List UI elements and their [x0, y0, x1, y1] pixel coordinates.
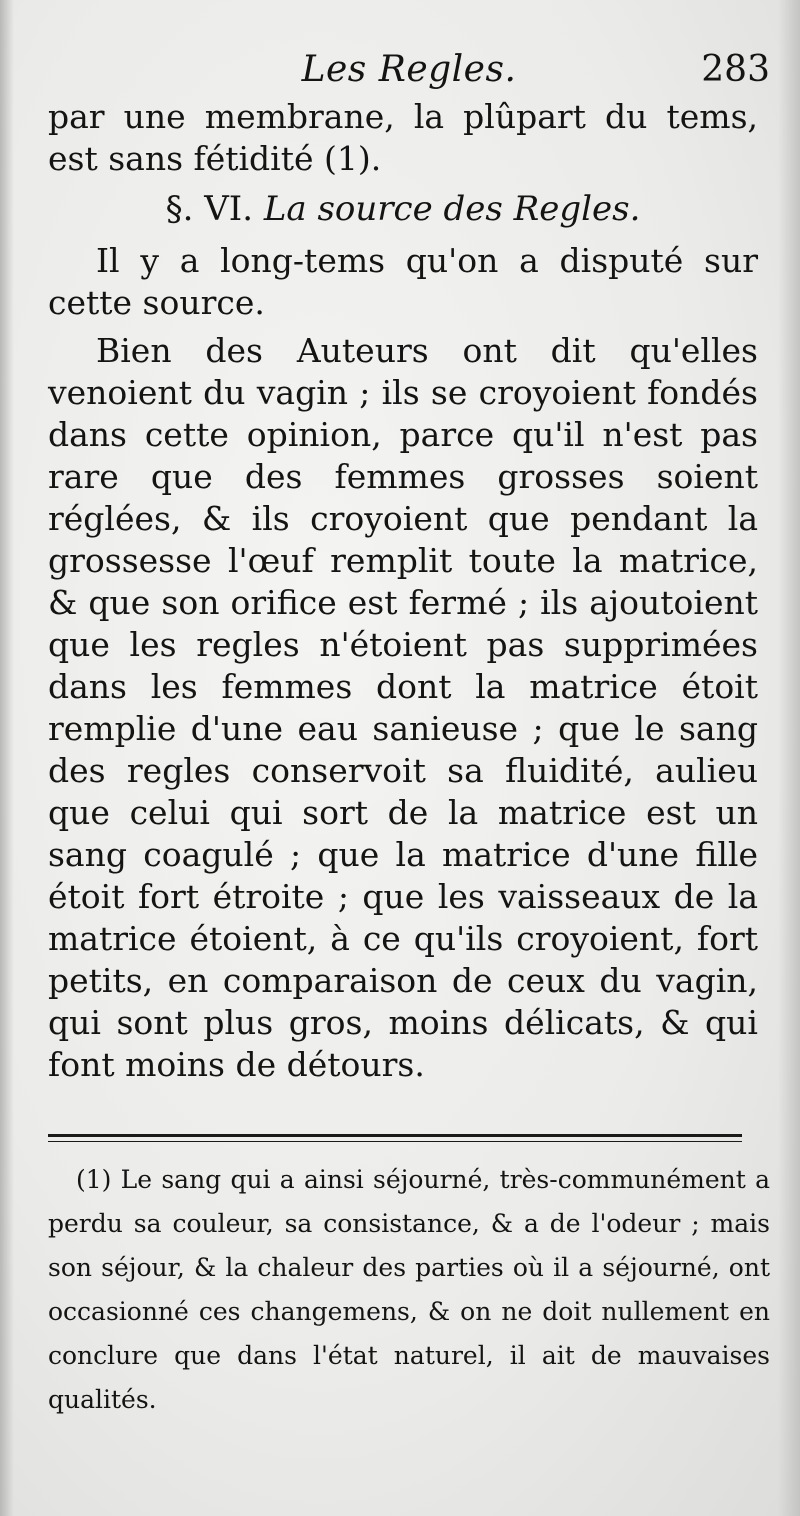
- paragraph-continued: par une membrane, la plûpart du tems, est sans fétidité (1).: [48, 97, 758, 178]
- footnote: [48, 1158, 770, 1422]
- page-number: 283: [701, 49, 770, 90]
- section-heading: [48, 188, 758, 230]
- footnote-text: (1) Le sang qui a ainsi séjourné, très-communément a perdu sa couleur, sa consistance, & a de l'odeur ; mais son séjour, & la chaleur des parties où il a séjourné, ont occasionné ces changemens, & on ne doit nullement en conclure que dans l'état naturel, il ait de mauvaises qualités.: [48, 1165, 770, 1414]
- footnote-rule: [48, 1134, 742, 1137]
- running-head: [48, 42, 770, 98]
- main-text: [48, 96, 758, 1086]
- running-title: Les Regles.: [301, 49, 517, 90]
- section-number: §. VI.: [165, 189, 254, 229]
- paragraph-authors: Bien des Auteurs ont dit qu'elles venoient du vagin ; ils se croyoient fondés dans cette opinion, parce qu'il n'est pas rare que des femmes grosses soient réglées, & ils croyoient que pendant la grossesse l'œuf remplit toute la matrice, & que son orifice est fermé ; ils ajoutoient que les regles n'étoient pas supprimées dans les femmes dont la matrice étoit remplie d'une eau sanieuse ; que le sang des regles conservoit sa fluidité, aulieu que celui qui sort de la matrice est un sang coagulé ; que la matrice d'une fille étoit fort étroite ; que les vaisseaux de la matrice étoient, à ce qu'ils croyoient, fort petits, en comparaison de ceux du vagin, qui sont plus gros, moins délicats, & qui font moins de détours.: [48, 331, 758, 1084]
- paragraph-intro: Il y a long-tems qu'on a disputé sur cette source.: [48, 241, 758, 322]
- section-title: La source des Regles.: [263, 189, 641, 229]
